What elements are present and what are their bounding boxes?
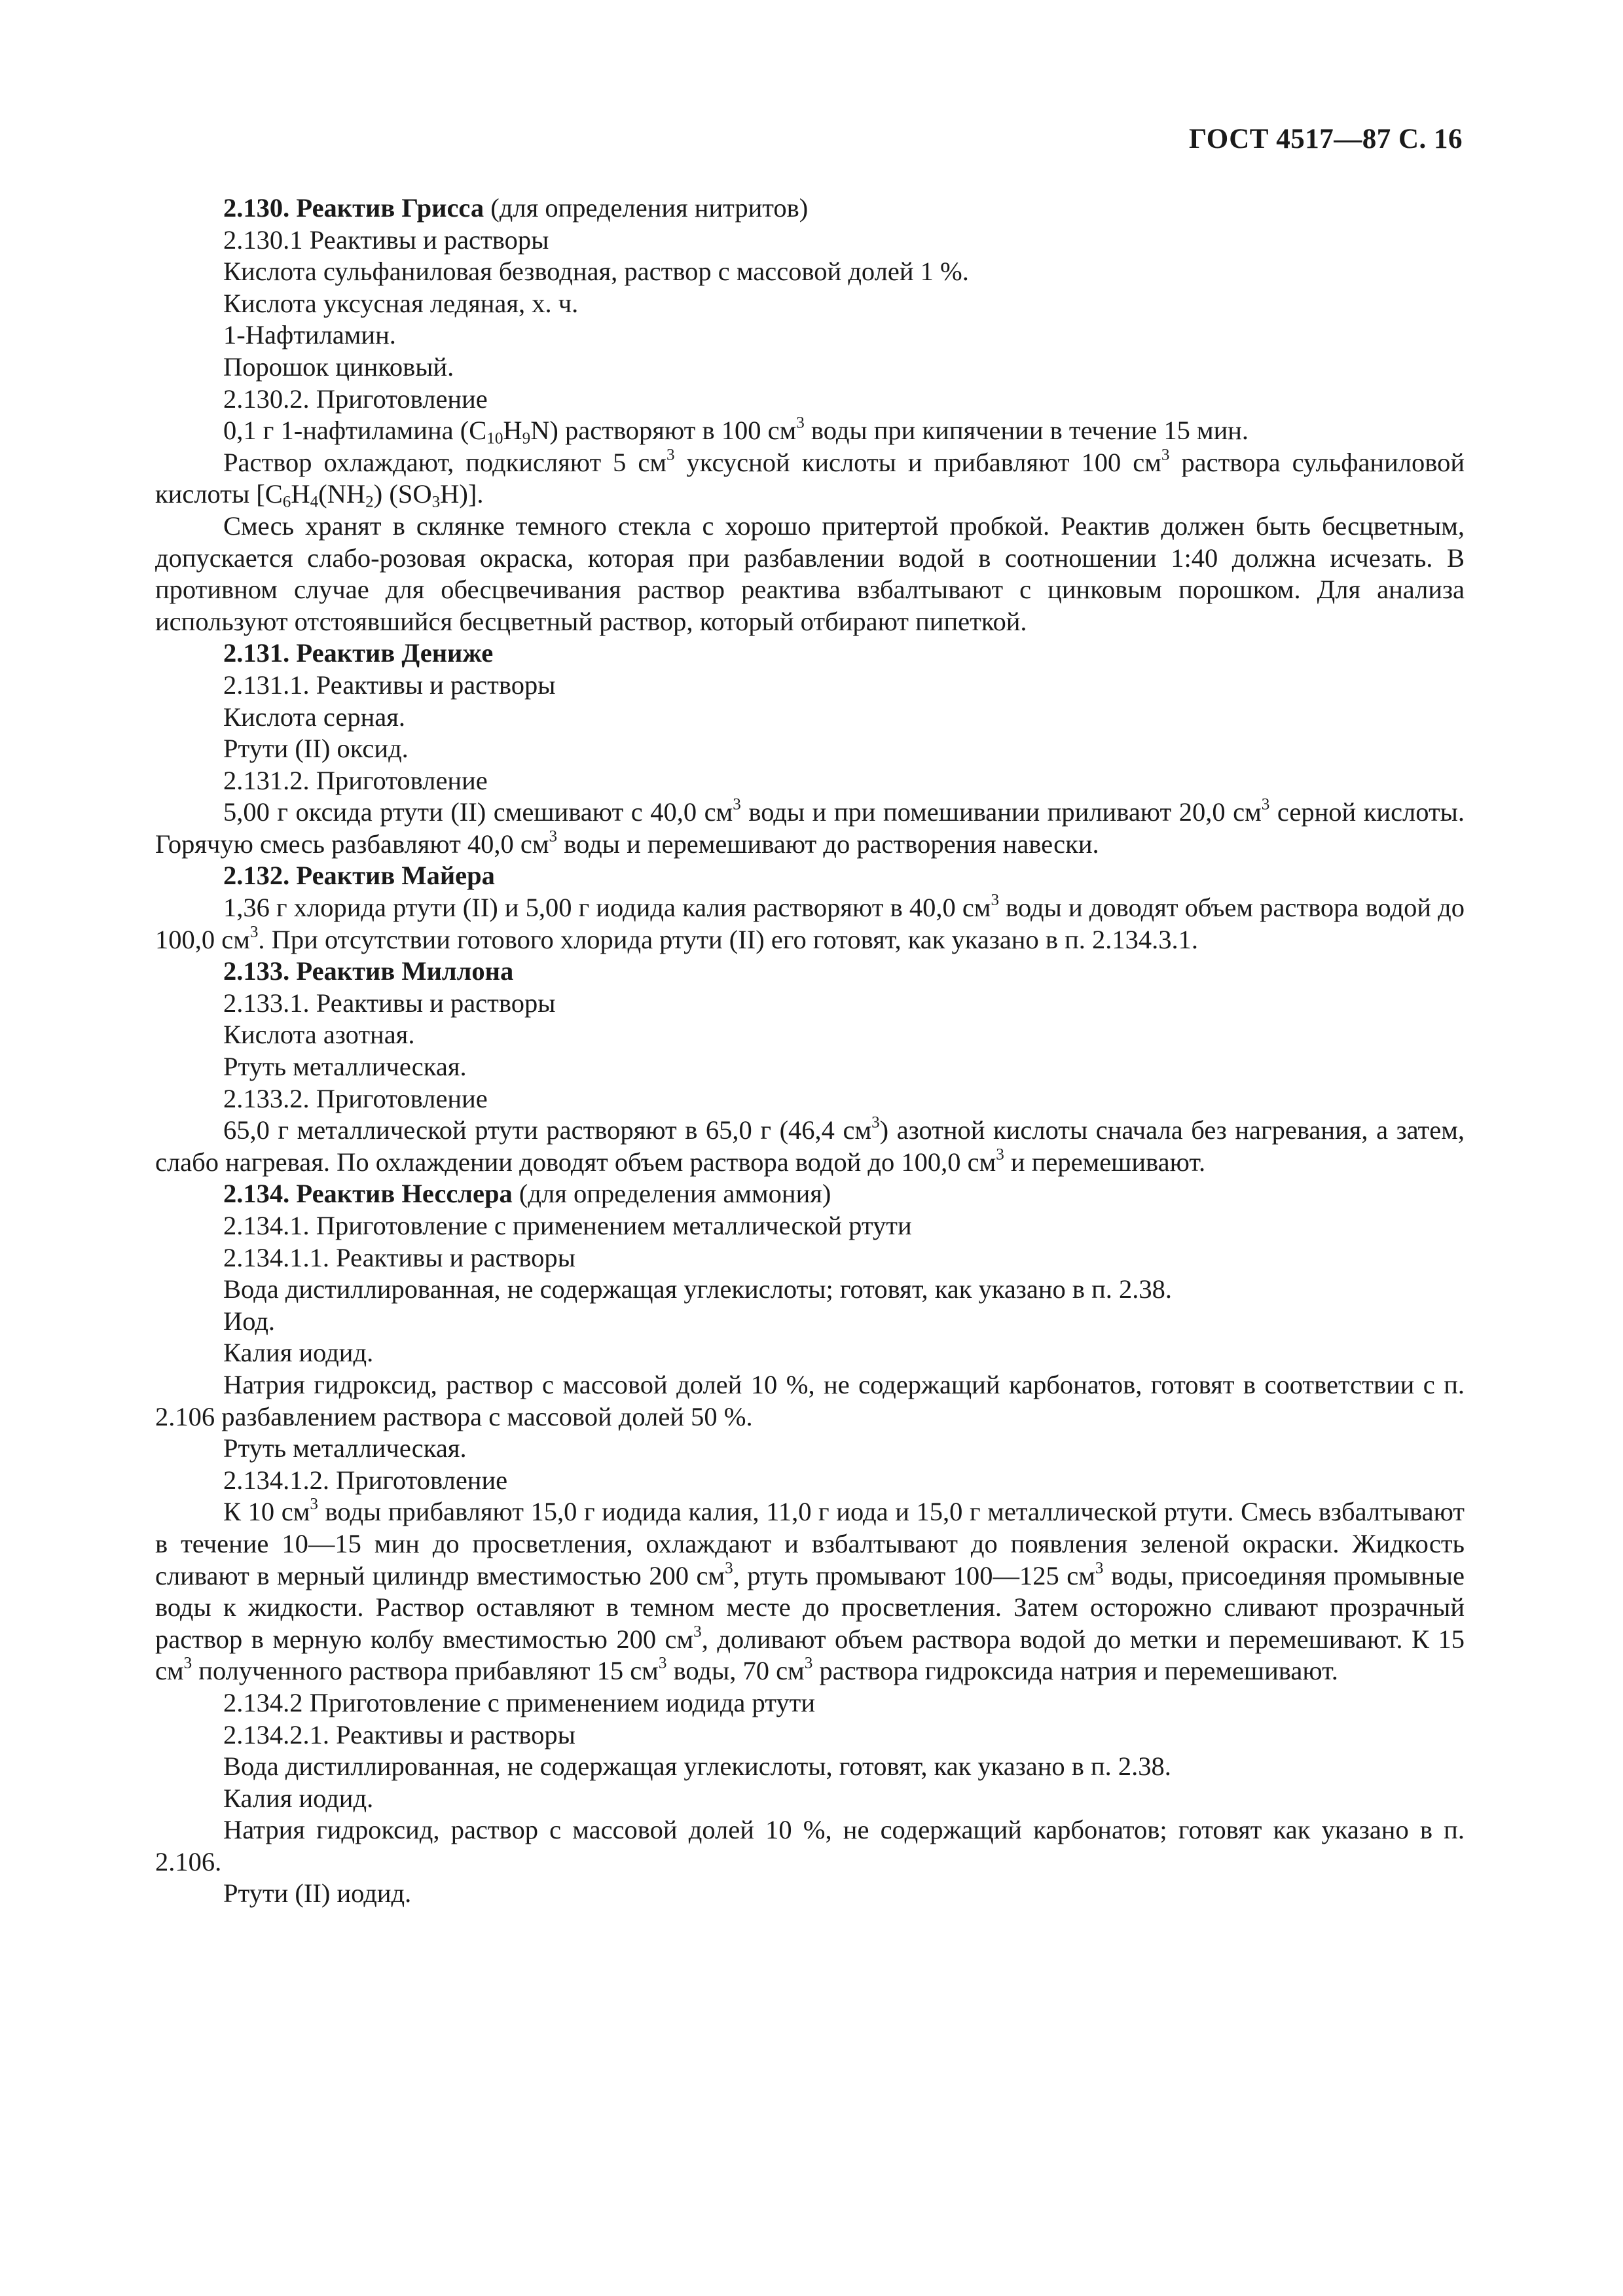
subsection-heading: 2.134.2.1. Реактивы и растворы <box>223 1719 575 1749</box>
subsection-heading: 2.131.2. Приготовление <box>223 765 488 795</box>
preparation-paragraph: 1,36 г хлорида ртути (II) и 5,00 г иодида калия растворяют в 40,0 $см^3$ воды и доводят объем раствора водой до 100,0 $см^3$. При отсутствии готового хлорида ртути (II) его готовят, как указано в п. 2.134.3.1. <box>155 891 1465 954</box>
reagent-item: Кислота сульфаниловая безводная, раствор с массовой долей 1 %. <box>223 257 969 287</box>
reagent-item: Ртуть металлическая. <box>223 1433 467 1463</box>
subsection-heading: 2.131.1. Реактивы и растворы <box>223 670 556 700</box>
section-2-134-title: 2.134. Реактив Несслера (для определения аммония) <box>223 1179 831 1209</box>
subsection-heading: 2.130.2. Приготовление <box>223 384 488 414</box>
reagent-item: Ртути (II) оксид. <box>223 734 409 764</box>
reagent-item: Порошок цинковый. <box>223 351 454 382</box>
subsection-heading: 2.133.1. Реактивы и растворы <box>223 988 556 1018</box>
section-number: 2.130. <box>223 193 290 223</box>
reagent-item: 1-Нафтиламин. <box>223 320 396 350</box>
section-note: (для определения нитритов) <box>490 193 809 223</box>
reagent-item: Кислота серная. <box>223 702 405 732</box>
section-2-131-title: 2.131. Реактив Дениже <box>223 638 494 668</box>
section-2-130-title <box>155 192 1465 224</box>
reagent-item: Вода дистиллированная, не содержащая углекислоты; готовят, как указано в п. 2.38. <box>223 1274 1173 1304</box>
preparation-paragraph: К 10 $см^3$ воды прибавляют 15,0 г иодида калия, 11,0 г иода и 15,0 г металлической ртути. Смесь взбалтывают в течение 10—15 мин до просветления, охлаждают и взбалтывают до появления зеленой окраски. Жидкость сливают в мерный цилиндр вместимостью 200 $см^3$, ртуть промывают 100—125 $см^3$ воды, присоединяя промывные воды к жидкости. Раствор оставляют в темном месте до просветления. Затем осторожно сливают прозрачный раствор в мерную колбу вместимостью 200 $см^3$, доливают объем раствора водой до метки и перемешивают. К 15 $см^3$ полученного раствора прибавляют 15 $см^3$ воды, 70 $см^3$ раствора гидроксида натрия и перемешивают. <box>155 1495 1465 1686</box>
reagent-item: Вода дистиллированная, не содержащая углекислоты, готовят, как указано в п. 2.38. <box>223 1751 1171 1782</box>
reagent-item: Ртути (II) иодид. <box>223 1878 412 1909</box>
reagent-item: Кислота уксусная ледяная, х. ч. <box>223 288 579 318</box>
section-2-132-title: 2.132. Реактив Майера <box>223 861 495 891</box>
subsection-heading: 2.134.2 Приготовление с применением иодида ртути <box>223 1687 816 1717</box>
section-2-133-title: 2.133. Реактив Миллона <box>223 956 514 986</box>
subsection-heading: 2.133.2. Приготовление <box>223 1083 488 1113</box>
preparation-paragraph: 5,00 г оксида ртути (II) смешивают с 40,0 $см^3$ воды и при помешивании приливают 20,0 $см^3$ серной кислоты. Горячую смесь разбавляют 40,0 $см^3$ воды и перемешивают до растворения навески. <box>155 795 1465 859</box>
reagent-item: Натрия гидроксид, раствор с массовой долей 10 %, не содержащий карбонатов, готовят в соответствии с п. 2.106 разбавлением раствора с массовой долей 50 %. <box>155 1369 1465 1431</box>
page-header: ГОСТ 4517—87 С. 16 <box>1188 124 1463 154</box>
preparation-paragraph: 0,1 г 1-нафтиламина $(C_{10}H_9N)$ растворяют в 100 $см^3$ воды при кипячении в течение 15 мин. <box>223 414 1249 448</box>
reagent-item: Кислота азотная. <box>223 1020 415 1050</box>
reagent-item: Калия иодид. <box>223 1338 374 1368</box>
document-body <box>155 192 1465 1910</box>
subsection-heading: 2.134.1.1. Реактивы и растворы <box>223 1242 575 1272</box>
reagent-item: Ртуть металлическая. <box>223 1052 467 1082</box>
preparation-paragraph: 65,0 г металлической ртути растворяют в 65,0 г (46,4 $см^3$) азотной кислоты сначала без нагревания, а затем, слабо нагревая. По охлаждении доводят объем раствора водой до 100,0 $см^3$ и перемешивают. <box>155 1113 1465 1177</box>
reagent-item: Натрия гидроксид, раствор с массовой долей 10 %, не содержащий карбонатов; готовят как указано в п. 2.106. <box>155 1815 1465 1876</box>
reagent-item: Иод. <box>223 1306 276 1336</box>
subsection-heading: 2.130.1 Реактивы и растворы <box>223 224 549 255</box>
subsection-heading: 2.134.1.2. Приготовление <box>223 1465 508 1495</box>
preparation-paragraph: Раствор охлаждают, подкисляют 5 $см^3$ уксусной кислоты и прибавляют 100 $см^3$ раствора сульфаниловой кислоты [$C_6H_4(NH_2)$ $(SO_3H)$]. <box>155 446 1465 511</box>
section-title: Реактив Грисса <box>296 193 484 223</box>
reagent-item: Калия иодид. <box>223 1783 374 1813</box>
subsection-heading: 2.134.1. Приготовление с применением металлической ртути <box>223 1211 912 1240</box>
preparation-paragraph: Смесь хранят в склянке темного стекла с хорошо притертой пробкой. Реактив должен быть бесцветным, допускается слабо-розовая окраска, которая при разбавлении водой в соотношении 1:40 должна исчезать. В противном случае для обесцвечивания раствор реактива взбалтывают с цинковым порошком. Для анализа используют отстоявшийся бесцветный раствор, который отбирают пипеткой. <box>155 511 1465 636</box>
